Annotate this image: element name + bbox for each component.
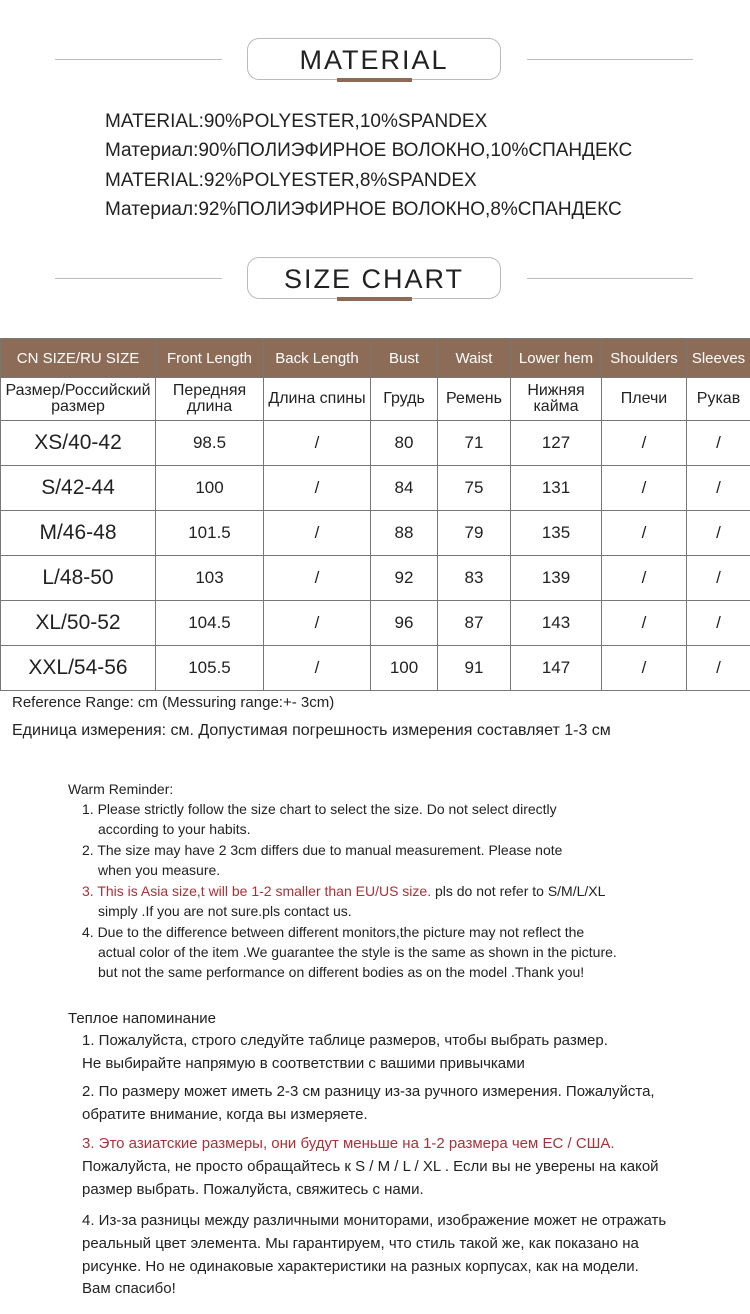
heading-underline	[337, 78, 412, 82]
size-cell: L/48-50	[1, 556, 156, 601]
table-row	[1, 556, 750, 601]
header-row-en	[1, 339, 750, 378]
reminder-line: according to your habits.	[98, 821, 251, 837]
measurement-cell: 92	[371, 556, 438, 601]
measurement-cell: 87	[438, 601, 511, 646]
reminder-line: Не выбирайте напрямую в соответствии с вашими привычками	[82, 1055, 525, 1072]
column-header-ru: Плечи	[602, 378, 687, 421]
reference-range-en: Reference Range: cm (Messuring range:+- 3cm)	[12, 694, 335, 711]
measurement-cell: /	[687, 601, 750, 646]
column-header: Shoulders	[602, 339, 687, 378]
material-label: MATERIAL:	[105, 111, 204, 132]
column-header: Bust	[371, 339, 438, 378]
measurement-cell: /	[602, 511, 687, 556]
column-header: Waist	[438, 339, 511, 378]
reminder-line: but not the same performance on different bodies as on the model .Thank you!	[98, 964, 585, 980]
divider	[55, 59, 222, 60]
column-header-ru: Длина спины	[264, 378, 371, 421]
measurement-cell: /	[264, 511, 371, 556]
column-header: Back Length	[264, 339, 371, 378]
table-row	[1, 421, 750, 466]
size-chart-heading: SIZE CHART	[247, 257, 501, 299]
size-cell: XL/50-52	[1, 601, 156, 646]
divider	[527, 278, 693, 279]
reminder-line: actual color of the item .We guarantee the style is the same as shown in the picture.	[98, 944, 617, 960]
measurement-cell: 139	[511, 556, 602, 601]
highlighted-text: 3. This is Asia size,t will be 1-2 smaller than EU/US size.	[82, 883, 432, 899]
measurement-cell: /	[264, 556, 371, 601]
reminder-line: 2. The size may have 2 3cm differs due to manual measurement. Please note	[82, 842, 563, 858]
measurement-cell: 100	[156, 466, 264, 511]
reminder-line: when you measure.	[98, 862, 221, 878]
table-row	[1, 511, 750, 556]
material-label: Материал:	[105, 199, 199, 220]
heading-underline	[337, 297, 412, 301]
measurement-cell: 91	[438, 646, 511, 691]
measurement-cell: 143	[511, 601, 602, 646]
measurement-cell: 147	[511, 646, 602, 691]
column-header: CN SIZE/RU SIZE	[1, 339, 156, 378]
column-header: Front Length	[156, 339, 264, 378]
reminder-line: 2. По размеру может иметь 2-3 см разницу из-за ручного измерения. Пожалуйста,	[82, 1083, 655, 1100]
measurement-cell: 131	[511, 466, 602, 511]
measurement-cell: 83	[438, 556, 511, 601]
measurement-cell: /	[687, 421, 750, 466]
measurement-cell: 79	[438, 511, 511, 556]
reminder-text: pls do not refer to S/M/L/XL	[431, 883, 606, 899]
measurement-cell: /	[602, 466, 687, 511]
column-header-ru: Ремень	[438, 378, 511, 421]
column-header-ru: Грудь	[371, 378, 438, 421]
reminder-line: 4. Due to the difference between different monitors,the picture may not reflect the	[82, 924, 585, 940]
size-cell: XS/40-42	[1, 421, 156, 466]
measurement-cell: 104.5	[156, 601, 264, 646]
measurement-cell: /	[687, 646, 750, 691]
table-row	[1, 646, 750, 691]
table-row	[1, 601, 750, 646]
measurement-cell: 88	[371, 511, 438, 556]
size-table	[0, 338, 750, 691]
measurement-cell: 135	[511, 511, 602, 556]
material-value: 90%ПОЛИЭФИРНОЕ ВОЛОКНО,10%СПАНДЕКС	[198, 140, 633, 161]
measurement-cell: 103	[156, 556, 264, 601]
measurement-cell: 84	[371, 466, 438, 511]
material-label: MATERIAL:	[105, 170, 204, 191]
table-row	[1, 466, 750, 511]
reminder-line: размер выбрать. Пожалуйста, свяжитесь с нами.	[82, 1181, 424, 1198]
measurement-cell: 127	[511, 421, 602, 466]
reminder-line: реальный цвет элемента. Мы гарантируем, что стиль такой же, как показано на	[82, 1235, 639, 1252]
reminder-line: 4. Из-за разницы между различными мониторами, изображение может не отражать	[82, 1212, 667, 1229]
measurement-cell: /	[264, 601, 371, 646]
column-header-ru: Размер/Российский размер	[1, 378, 156, 421]
size-cell: XXL/54-56	[1, 646, 156, 691]
material-value: 90%POLYESTER,10%SPANDEX	[203, 111, 488, 132]
reminder-line: Warm Reminder:	[68, 781, 174, 797]
material-line	[105, 111, 487, 133]
reminder-line: simply .If you are not sure.pls contact us.	[98, 903, 352, 919]
column-header-ru: Передняя длина	[156, 378, 264, 421]
measurement-cell: 100	[371, 646, 438, 691]
measurement-cell: 98.5	[156, 421, 264, 466]
reminder-line	[82, 883, 605, 900]
size-cell: M/46-48	[1, 511, 156, 556]
reminder-line: 1. Please strictly follow the size chart to select the size. Do not select directly	[82, 801, 557, 817]
material-line	[105, 170, 477, 192]
measurement-cell: /	[264, 466, 371, 511]
reminder-line: Вам спасибо!	[82, 1280, 176, 1297]
measurement-cell: /	[602, 556, 687, 601]
measurement-cell: 101.5	[156, 511, 264, 556]
column-header-ru: Рукав	[687, 378, 750, 421]
measurement-cell: 80	[371, 421, 438, 466]
measurement-cell: /	[602, 421, 687, 466]
material-line	[105, 140, 632, 162]
column-header: Sleeves	[687, 339, 750, 378]
material-value: 92%ПОЛИЭФИРНОЕ ВОЛОКНО,8%СПАНДЕКС	[198, 199, 622, 220]
reminder-line: 3. Это азиатские размеры, они будут меньше на 1-2 размера чем ЕС / США.	[82, 1135, 615, 1152]
material-label: Материал:	[105, 140, 199, 161]
reminder-line: 1. Пожалуйста, строго следуйте таблице размеров, чтобы выбрать размер.	[82, 1032, 608, 1049]
measurement-cell: 96	[371, 601, 438, 646]
material-value: 92%POLYESTER,8%SPANDEX	[203, 170, 477, 191]
measurement-cell: /	[687, 511, 750, 556]
measurement-cell: /	[264, 421, 371, 466]
reminder-line: рисунке. Но не одинаковые характеристики на разных корпусах, как на модели.	[82, 1258, 639, 1275]
material-line	[105, 199, 622, 221]
size-cell: S/42-44	[1, 466, 156, 511]
measurement-cell: /	[602, 601, 687, 646]
column-header: Lower hem	[511, 339, 602, 378]
measurement-cell: /	[602, 646, 687, 691]
header-row-ru	[1, 378, 750, 421]
reference-range-ru: Единица измерения: см. Допустимая погрешность измерения составляет 1-3 см	[12, 722, 611, 739]
column-header-ru: Нижняя кайма	[511, 378, 602, 421]
measurement-cell: /	[264, 646, 371, 691]
measurement-cell: 105.5	[156, 646, 264, 691]
divider	[527, 59, 693, 60]
material-heading: MATERIAL	[247, 38, 501, 80]
reminder-line: Теплое напоминание	[68, 1010, 216, 1027]
measurement-cell: /	[687, 556, 750, 601]
reminder-line: обратите внимание, когда вы измеряете.	[82, 1106, 368, 1123]
measurement-cell: /	[687, 466, 750, 511]
measurement-cell: 75	[438, 466, 511, 511]
divider	[55, 278, 222, 279]
measurement-cell: 71	[438, 421, 511, 466]
reminder-line: Пожалуйста, не просто обращайтесь к S / M / L / XL . Если вы не уверены на какой	[82, 1158, 659, 1175]
